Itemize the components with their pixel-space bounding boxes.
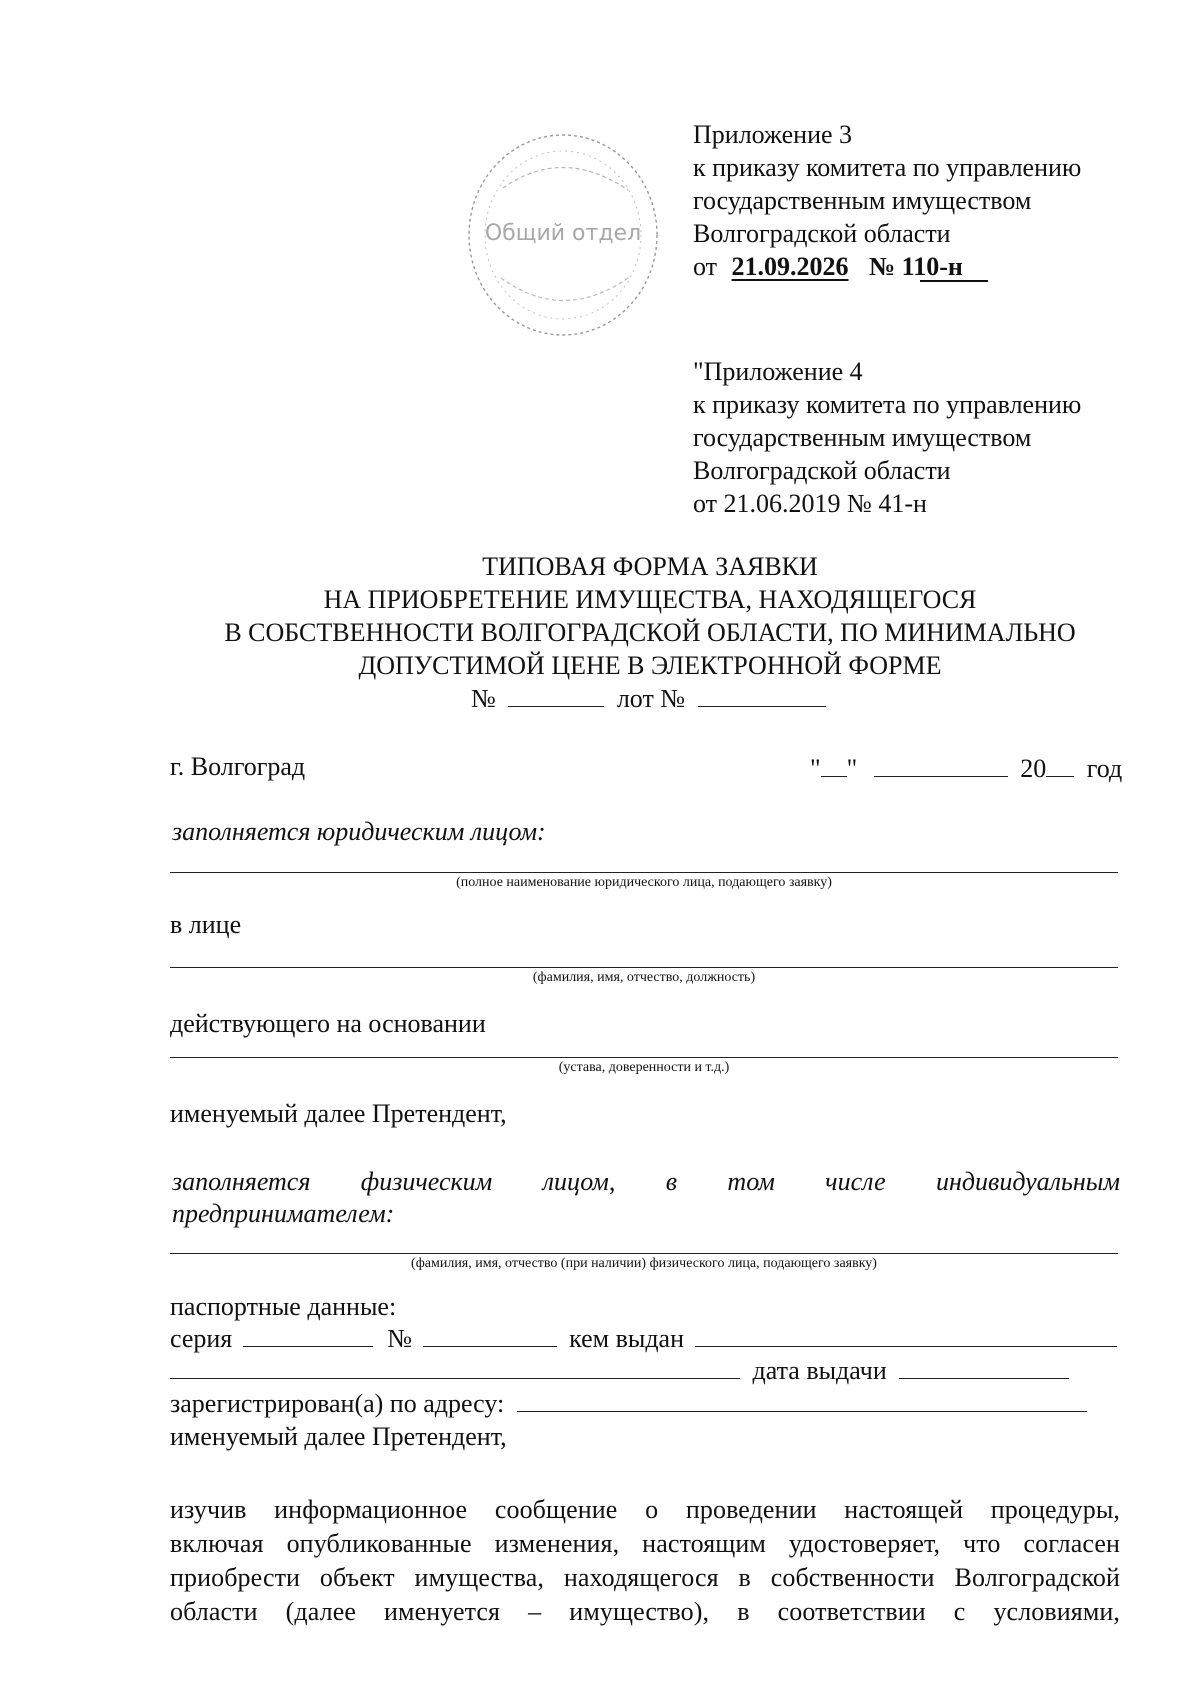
city: г. Волгоград — [170, 752, 306, 781]
appendix3-line1: Приложение 3 — [693, 120, 853, 149]
date-quote-close: " — [846, 754, 858, 783]
appendix3-number-underline — [920, 280, 988, 282]
passport-label: паспортные данные: — [170, 1292, 397, 1321]
body-line-text: области (далее именуется – имущество), в соответствии с условиями, — [170, 1597, 1120, 1626]
body-line-text: приобрести объект имущества, находящегося в собственности Волгоградской — [170, 1563, 1120, 1592]
individual-named-as: именуемый далее Претендент, — [170, 1422, 507, 1451]
year-prefix: 20 — [1020, 754, 1047, 783]
in-person-label: в лице — [170, 910, 242, 939]
application-number-label: № — [471, 684, 496, 713]
heading-word: физическим — [360, 1167, 493, 1196]
address-label: зарегистрирован(а) по адресу: — [170, 1389, 505, 1418]
issued-by-field[interactable] — [695, 1322, 1117, 1347]
form-title-line3: В СОБСТВЕННОСТИ ВОЛГОГРАДСКОЙ ОБЛАСТИ, ПО МИНИМАЛЬНО — [224, 618, 1076, 647]
basis-caption: (устава, доверенности и т.д.) — [558, 1060, 730, 1075]
series-label: серия — [170, 1324, 233, 1353]
date-quote-open: " — [810, 754, 821, 783]
issue-date-line — [170, 1354, 1069, 1387]
appendix3-line4: Волгоградской области — [693, 219, 951, 248]
basis-label: действующего на основании — [170, 1009, 486, 1038]
general-department-stamp — [463, 128, 663, 343]
basis-field[interactable] — [170, 1057, 1118, 1058]
heading-word: индивидуальным — [936, 1167, 1120, 1196]
individual-heading-line2: предпринимателем: — [172, 1199, 395, 1228]
legal-entity-heading: заполняется юридическим лицом: — [172, 817, 546, 846]
appendix3-line3: государственным имуществом — [693, 186, 1032, 215]
appendix3-from-label: от — [693, 252, 718, 281]
heading-word: числе — [825, 1167, 886, 1196]
issue-date-field[interactable] — [899, 1354, 1069, 1379]
passport-line — [170, 1322, 1120, 1355]
legal-entity-named-as: именуемый далее Претендент, — [170, 1099, 507, 1128]
appendix3-number: № 110-н — [869, 252, 963, 281]
body-line-3 — [170, 1561, 1120, 1595]
lot-number-label: лот № — [616, 684, 686, 713]
form-title-line4: ДОПУСТИМОЙ ЦЕНЕ В ЭЛЕКТРОННОЙ ФОРМЕ — [358, 651, 942, 680]
heading-word: лицом, — [542, 1167, 616, 1196]
appendix3-date-line — [693, 250, 963, 283]
heading-word: заполняется — [172, 1167, 311, 1196]
legal-entity-name-caption: (полное наименование юридического лица, подающего заявку) — [456, 875, 832, 890]
appendix4-line5: от 21.06.2019 № 41-н — [693, 489, 927, 518]
body-line-1 — [170, 1493, 1120, 1527]
application-number-line — [471, 682, 826, 715]
heading-word: в — [665, 1167, 678, 1196]
body-line-2 — [170, 1527, 1120, 1561]
issued-by-field-continued[interactable] — [170, 1354, 740, 1379]
individual-name-caption: (фамилия, имя, отчество (при наличии) физического лица, подающего заявку) — [411, 1256, 877, 1271]
form-title-line1: ТИПОВАЯ ФОРМА ЗАЯВКИ — [482, 552, 818, 581]
series-field[interactable] — [243, 1322, 373, 1347]
individual-heading-line1 — [172, 1165, 1120, 1198]
stamp-text: Общий отдел — [484, 221, 642, 246]
day-field[interactable] — [821, 752, 847, 777]
application-number-field[interactable] — [508, 682, 604, 707]
address-line — [170, 1387, 1087, 1420]
legal-entity-name-field[interactable] — [170, 872, 1118, 873]
appendix3-line2: к приказу комитета по управлению — [693, 153, 1082, 182]
issued-by-label: кем выдан — [569, 1324, 684, 1353]
lot-number-field[interactable] — [698, 682, 826, 707]
appendix4-line4: Волгоградской области — [693, 456, 951, 485]
form-title-line2: НА ПРИОБРЕТЕНИЕ ИМУЩЕСТВА, НАХОДЯЩЕГОСЯ — [323, 585, 977, 614]
representative-caption: (фамилия, имя, отчество, должность) — [532, 970, 756, 985]
passport-number-field[interactable] — [423, 1322, 557, 1347]
appendix3-date: 21.09.2026 — [731, 252, 849, 281]
representative-field[interactable] — [170, 967, 1118, 968]
body-line-text: изучив информационное сообщение о проведении настоящей процедуры, — [170, 1495, 1120, 1524]
issue-date-label: дата выдачи — [752, 1356, 887, 1385]
month-field[interactable] — [874, 752, 1008, 777]
passport-number-label: № — [387, 1324, 413, 1353]
heading-word: том — [727, 1167, 775, 1196]
year-field[interactable] — [1046, 752, 1074, 777]
appendix4-line1: "Приложение 4 — [693, 357, 863, 386]
body-line-4 — [170, 1595, 1120, 1629]
individual-name-field[interactable] — [170, 1253, 1118, 1254]
date-line — [810, 752, 1122, 785]
year-suffix: год — [1086, 754, 1123, 783]
appendix4-line2: к приказу комитета по управлению — [693, 390, 1082, 419]
body-line-text: включая опубликованные изменения, настоящим удостоверяет, что согласен — [170, 1529, 1120, 1558]
address-field[interactable] — [517, 1387, 1087, 1412]
appendix4-line3: государственным имуществом — [693, 423, 1032, 452]
